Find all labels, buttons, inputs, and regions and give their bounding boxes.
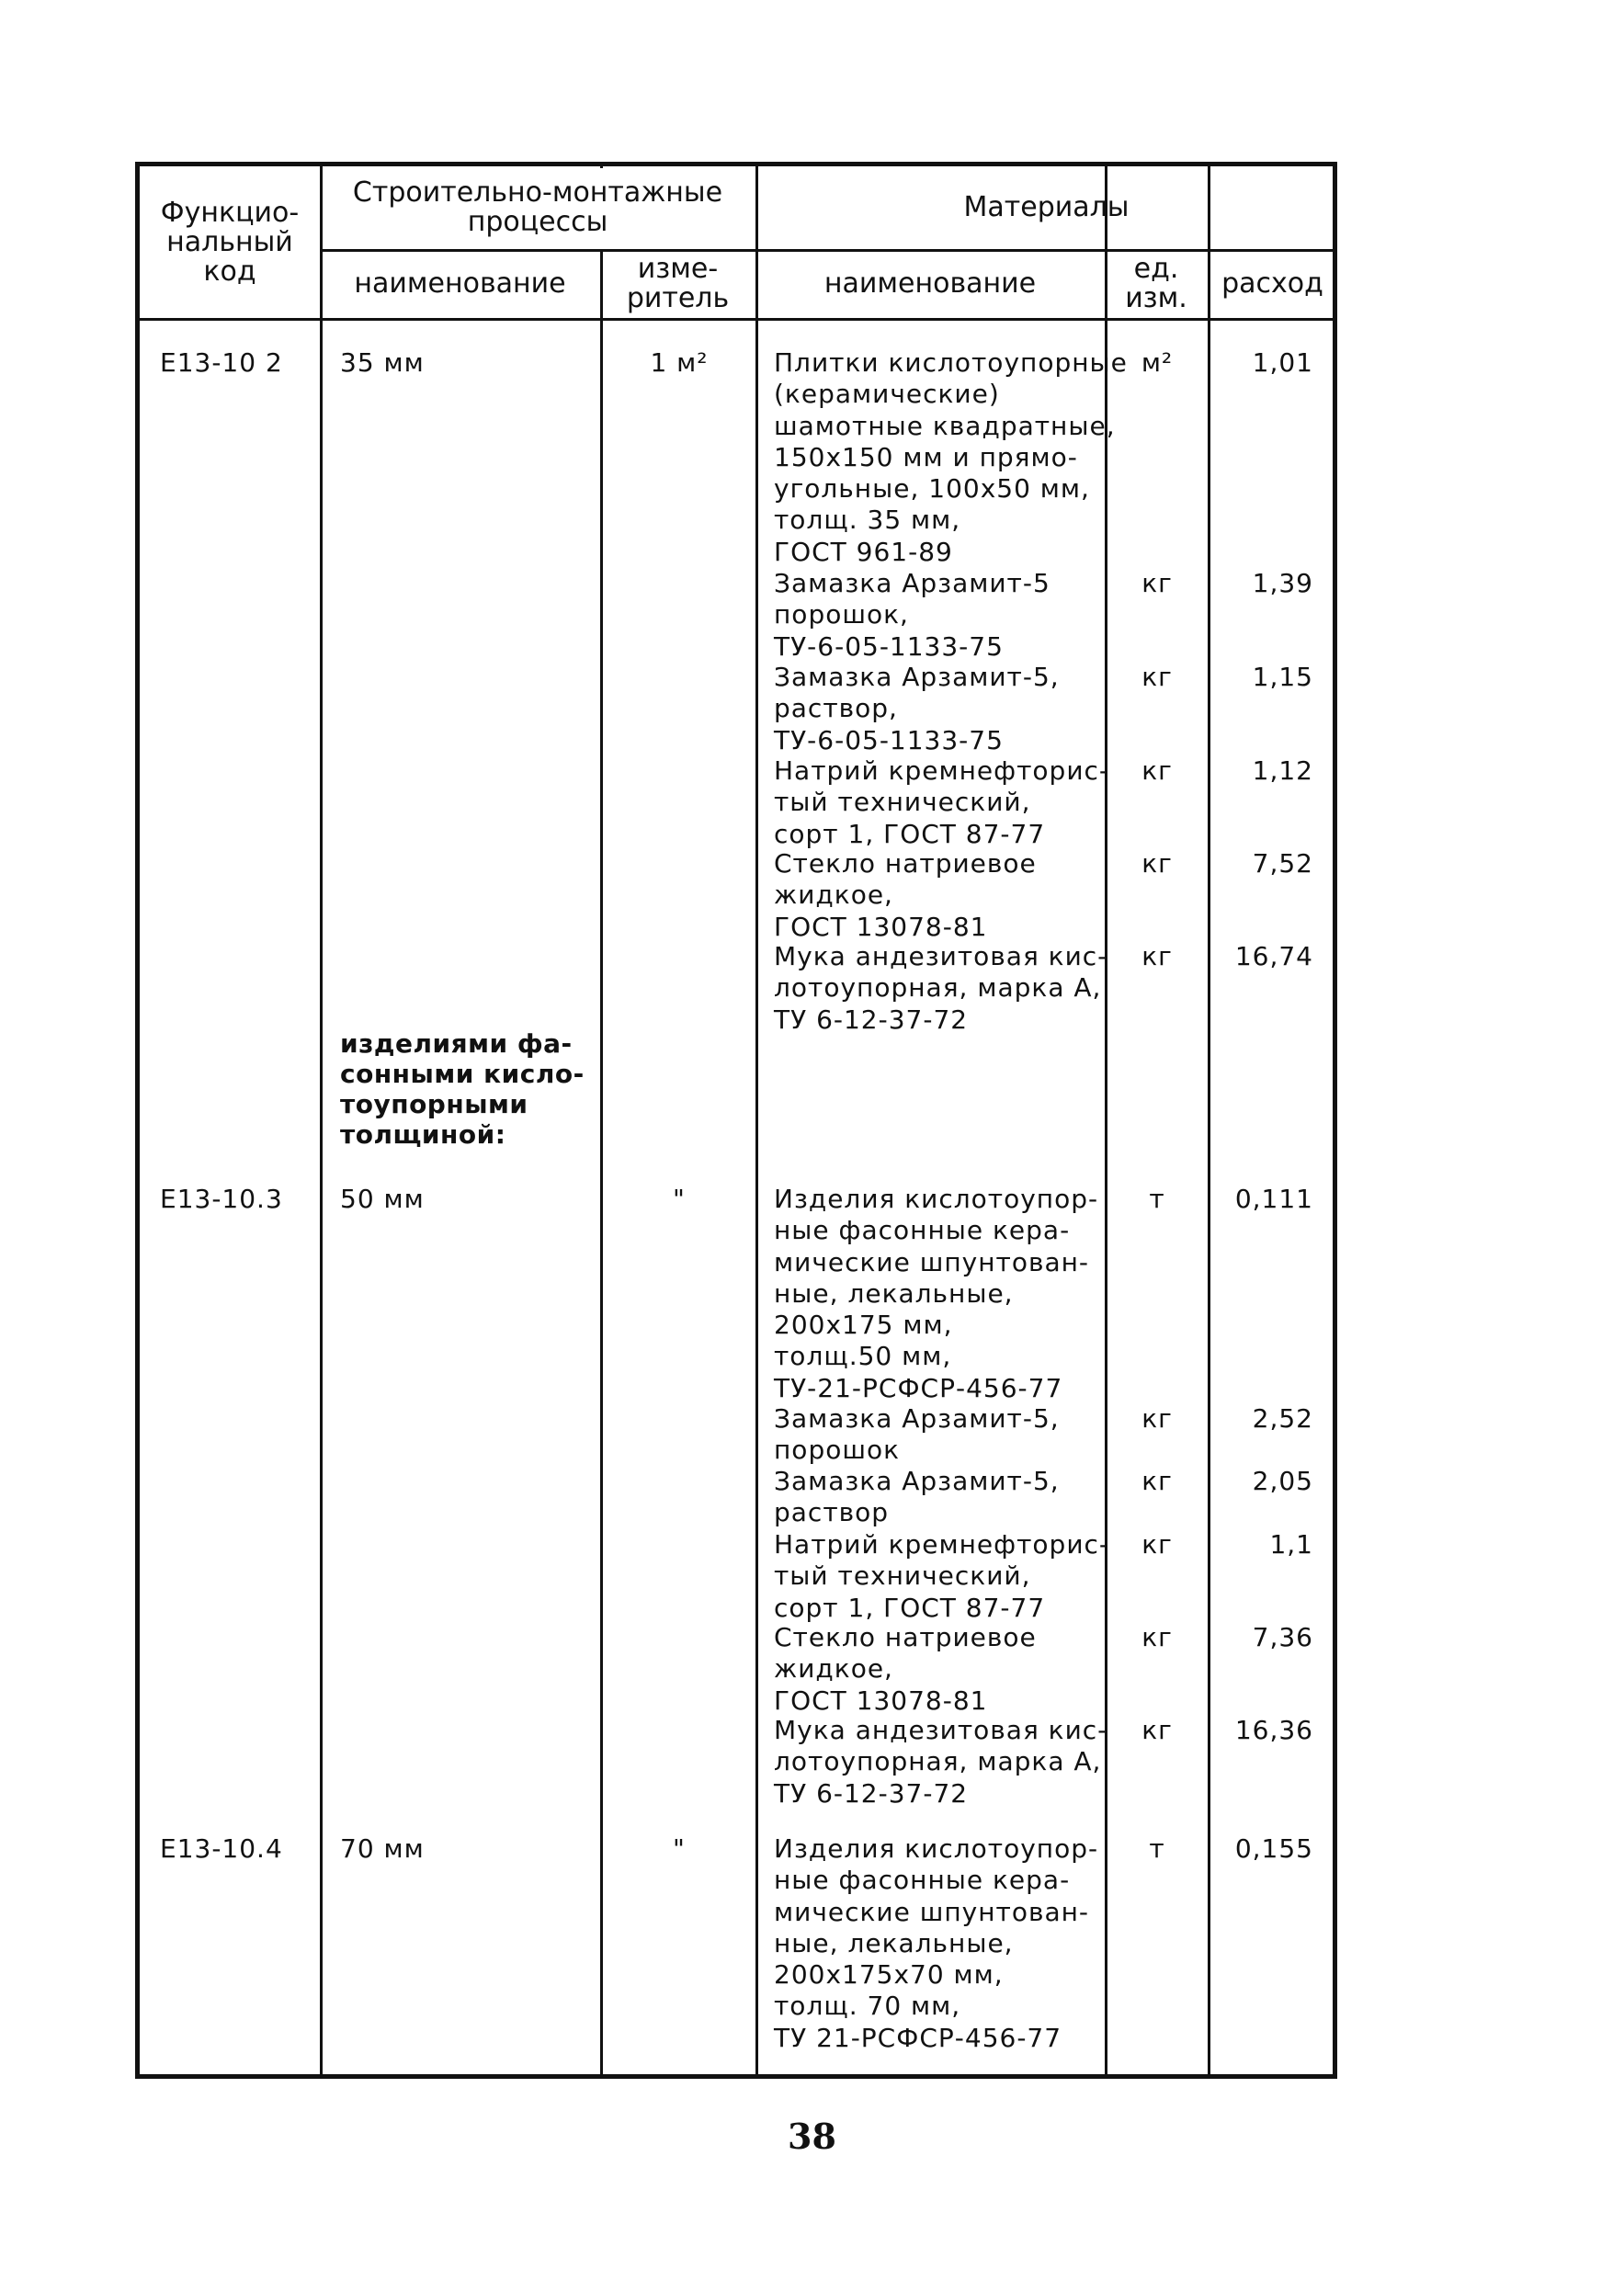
material-rate: 2,52: [1252, 1403, 1313, 1434]
material-name: Натрий кремнефторис- тый технический, сорт 1, ГОСТ 87-77: [774, 1529, 1110, 1623]
material-unit: т: [1149, 1184, 1165, 1214]
header-process-meter-label: изме- ритель: [626, 252, 730, 314]
page-number: 38: [788, 2116, 836, 2157]
material-rate: 7,36: [1252, 1622, 1313, 1652]
material-rate: 1,1: [1269, 1529, 1313, 1560]
material-unit: кг: [1141, 1715, 1173, 1745]
material-name: Замазка Арзамит-5, раствор: [774, 1466, 1060, 1528]
material-unit: кг: [1141, 1622, 1173, 1652]
row-code: Е13-10 2: [160, 347, 283, 378]
material-name: Замазка Арзамит-5, порошок: [774, 1403, 1060, 1466]
material-name: Изделия кислотоупор- ные фасонные кера- мические шпунтован- ные, лекальные, 200х175 мм, толщ.50 мм, ТУ-21-РСФСР-456-77: [774, 1184, 1099, 1403]
column-divider: [600, 249, 603, 2074]
material-unit: кг: [1141, 1529, 1173, 1560]
material-rate: 1,39: [1252, 568, 1313, 598]
material-rate: 16,36: [1234, 1715, 1313, 1745]
material-unit: кг: [1141, 568, 1173, 598]
header-material-unit-label: ед. изм.: [1125, 252, 1187, 314]
row-meter: ": [673, 1184, 686, 1214]
material-name: Мука андезитовая кис- лотоупорная, марка А, ТУ 6-12-37-72: [774, 941, 1108, 1035]
row-meter: 1 м²: [650, 347, 709, 378]
material-unit: кг: [1141, 941, 1173, 971]
header-material-unit: [1105, 249, 1208, 318]
subheading: изделиями фа- сонными кисло- тоупорными толщиной:: [340, 1028, 585, 1150]
material-rate: 1,01: [1252, 347, 1313, 378]
header-functional-code-label: Функцио- нальный код: [160, 196, 300, 288]
material-rate: 16,74: [1234, 941, 1313, 971]
row-code: Е13-10.4: [160, 1833, 283, 1864]
material-unit: кг: [1141, 1466, 1173, 1496]
header-functional-code: [140, 166, 320, 318]
material-rate: 0,155: [1234, 1833, 1313, 1864]
header-material-name: [755, 249, 1105, 318]
column-divider: [755, 166, 758, 2074]
material-name: Замазка Арзамит-5 порошок, ТУ-6-05-1133-75: [774, 568, 1050, 662]
header-processes: [320, 166, 755, 249]
material-rate: 0,111: [1234, 1184, 1313, 1214]
header-material-name-label: наименование: [823, 267, 1037, 300]
material-rate: 1,15: [1252, 662, 1313, 692]
header-process-meter: [600, 249, 755, 318]
header-process-name: [320, 249, 600, 318]
material-unit: кг: [1141, 848, 1173, 879]
row-process: 70 мм: [340, 1833, 425, 1864]
material-rate: 2,05: [1252, 1466, 1313, 1496]
material-name: Изделия кислотоупор- ные фасонные кера- мические шпунтован- ные, лекальные, 200х175х70 мм, толщ. 70 мм, ТУ 21-РСФСР-456-77: [774, 1833, 1099, 2053]
material-rate: 7,52: [1252, 848, 1313, 879]
header-materials-label: Материалы: [963, 191, 1130, 223]
header-materials: [755, 166, 1337, 249]
material-name: Мука андезитовая кис- лотоупорная, марка А, ТУ 6-12-37-72: [774, 1715, 1108, 1809]
row-process: 35 мм: [340, 347, 425, 378]
material-unit: кг: [1141, 755, 1173, 786]
header-material-rate-label: расход: [1221, 267, 1323, 300]
material-name: Плитки кислотоупорные (керамические) шамотные квадратные, 150х150 мм и прямо- угольные, 100х50 мм, толщ. 35 мм, ГОСТ 961-89: [774, 347, 1128, 567]
material-name: Натрий кремнефторис- тый технический, сорт 1, ГОСТ 87-77: [774, 755, 1110, 849]
header-bottom-rule: [140, 318, 1333, 321]
material-unit: м²: [1141, 347, 1174, 378]
material-rate: 1,12: [1252, 755, 1313, 786]
material-unit: кг: [1141, 1403, 1173, 1434]
row-meter: ": [673, 1833, 686, 1864]
material-name: Стекло натриевое жидкое, ГОСТ 13078-81: [774, 848, 1037, 942]
material-name: Стекло натриевое жидкое, ГОСТ 13078-81: [774, 1622, 1037, 1716]
row-code: Е13-10.3: [160, 1184, 283, 1214]
header-processes-label: Строительно-монтажные процессы: [352, 176, 723, 238]
material-name: Замазка Арзамит-5, раствор, ТУ-6-05-1133-75: [774, 662, 1060, 755]
row-process: 50 мм: [340, 1184, 425, 1214]
material-unit: т: [1149, 1833, 1165, 1864]
header-process-name-label: наименование: [354, 267, 566, 300]
materials-table: [135, 162, 1337, 2079]
header-material-rate: [1208, 249, 1337, 318]
material-unit: кг: [1141, 662, 1173, 692]
column-divider: [320, 166, 323, 2074]
column-divider: [1208, 166, 1210, 2074]
